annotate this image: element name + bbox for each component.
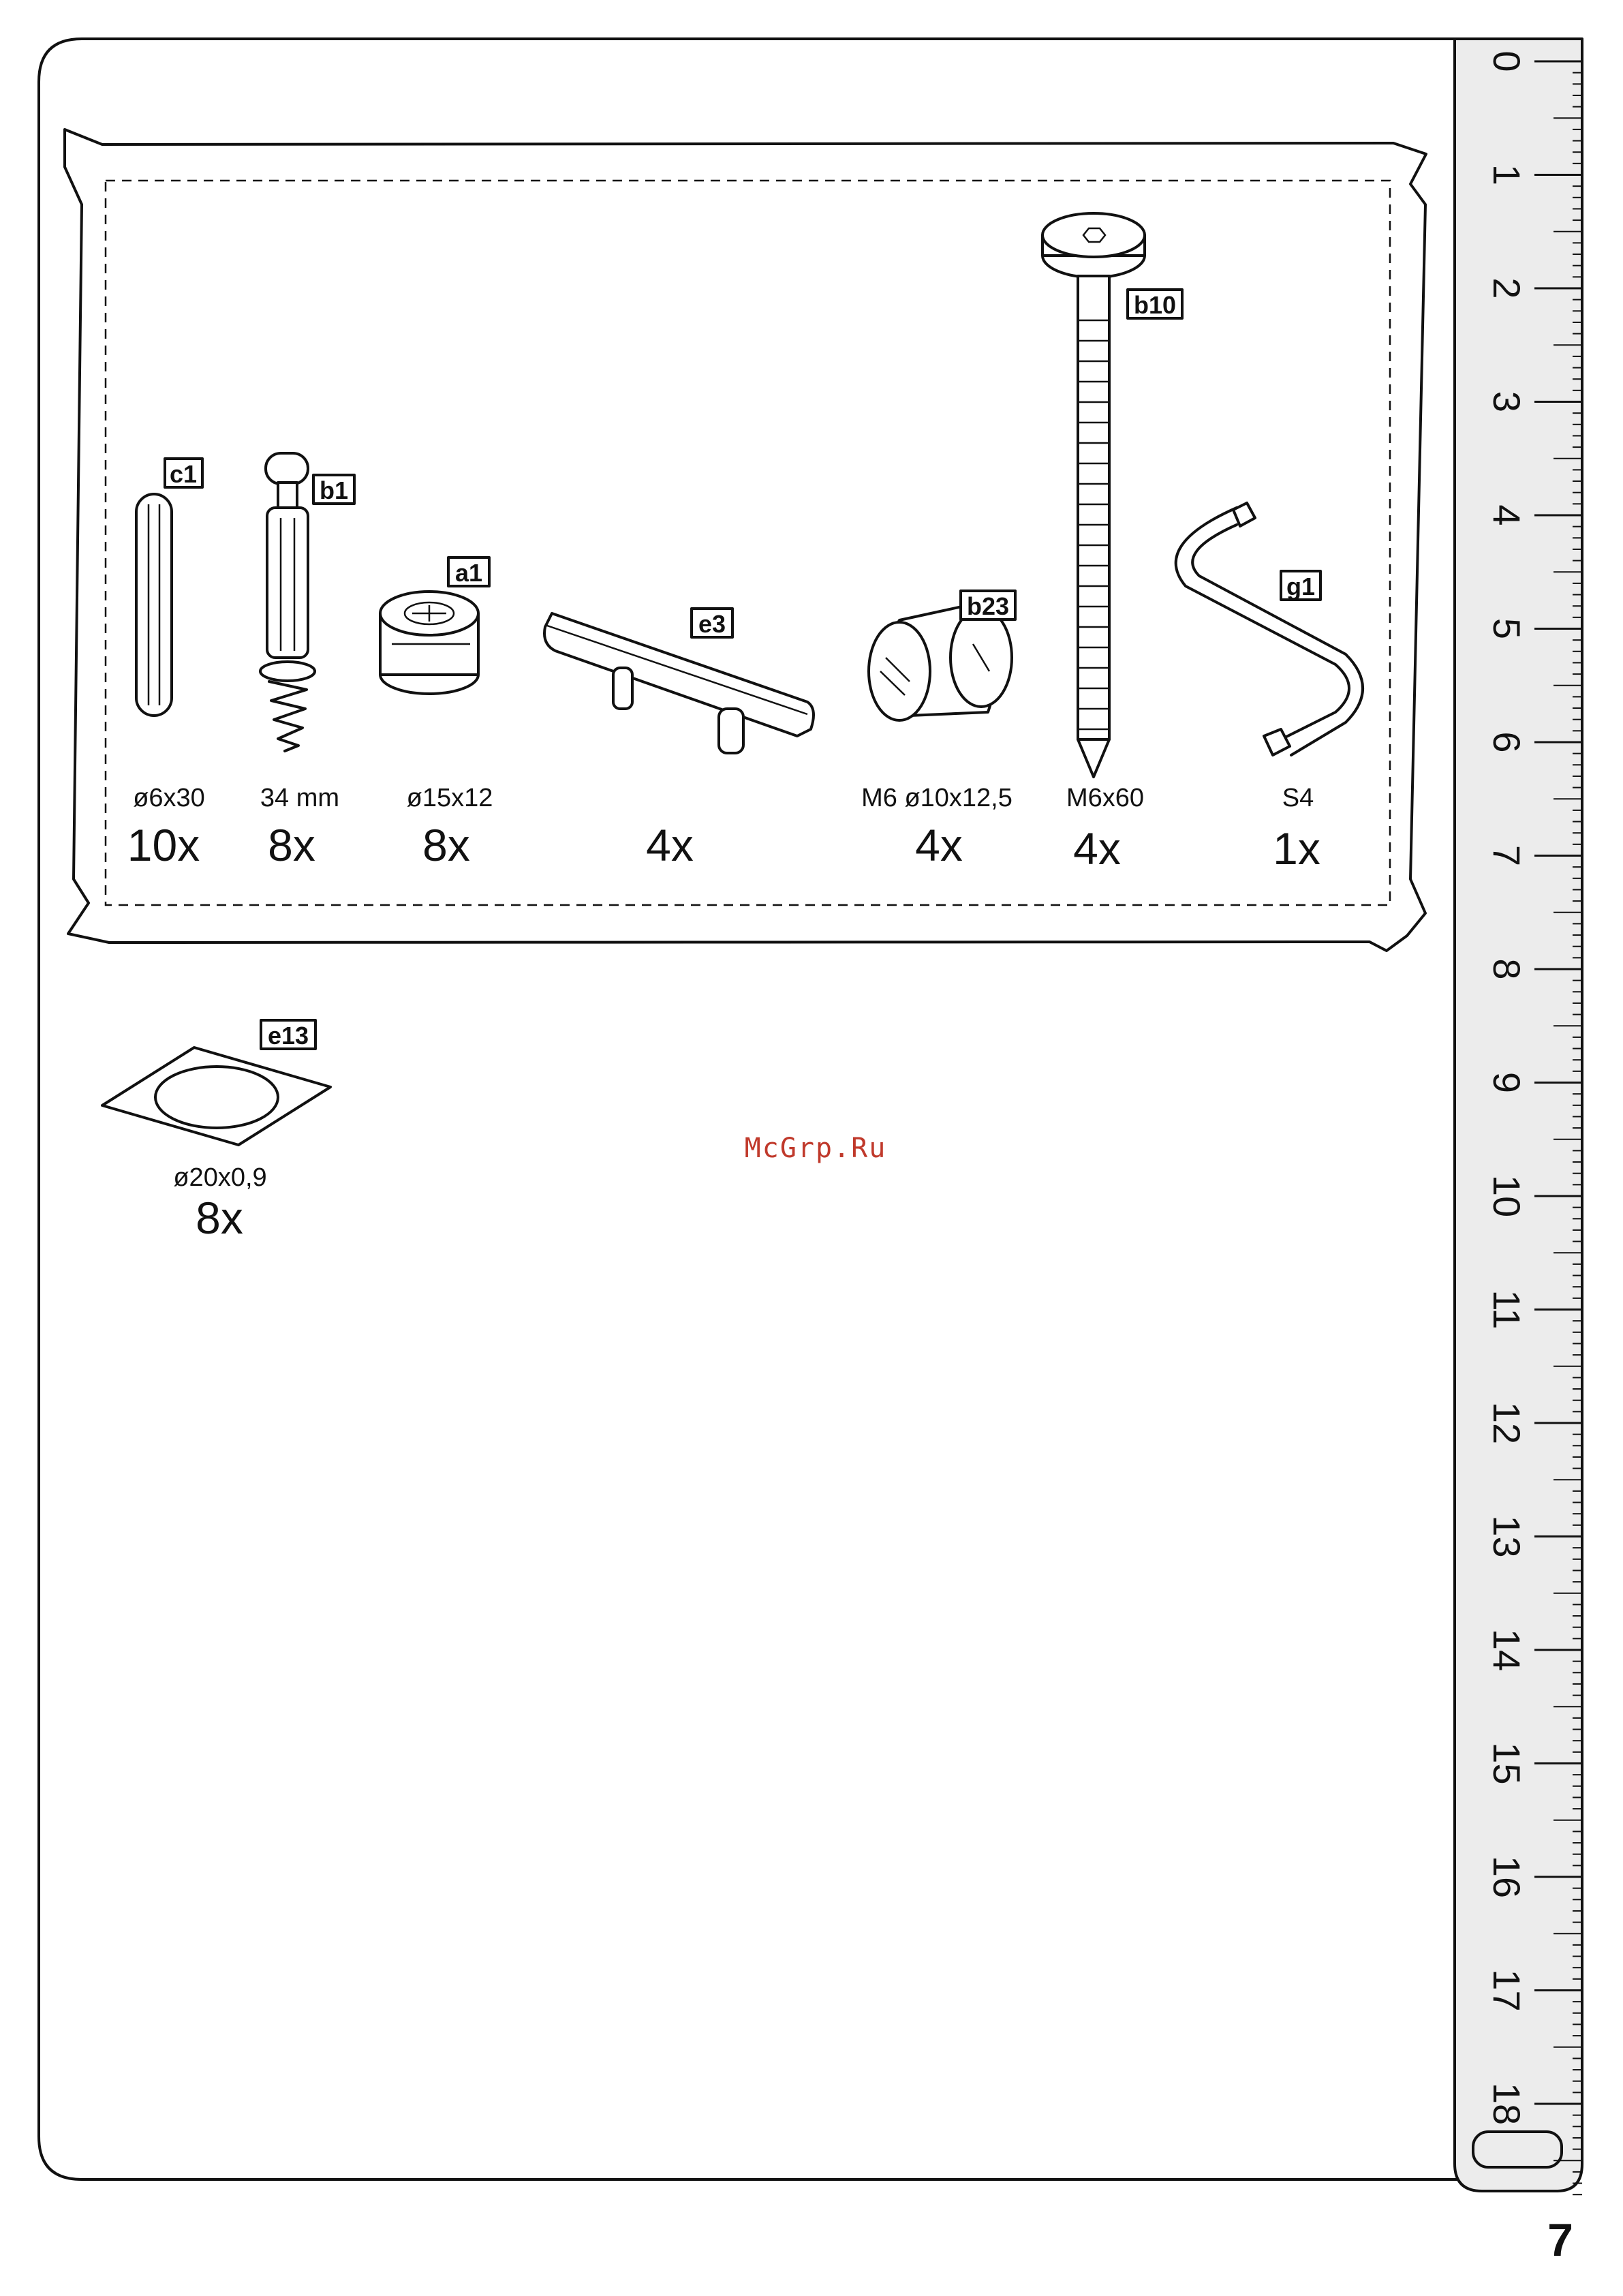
cam-lock-icon (380, 592, 478, 694)
ruler-number: 7 (1485, 844, 1528, 867)
ruler-number: 13 (1485, 1515, 1528, 1558)
part-tag-c1: c1 (169, 460, 198, 488)
qty-e3: 4x (646, 820, 694, 870)
qty-a1: 8x (422, 820, 470, 870)
spec-c1: ø6x30 (133, 784, 205, 812)
ruler-number: 15 (1485, 1742, 1528, 1785)
watermark: McGrp.Ru (744, 1133, 887, 1164)
ruler (1455, 39, 1582, 2194)
qty-c1: 10x (127, 820, 200, 870)
ruler-number: 1 (1485, 164, 1528, 186)
part-tag-b10: b10 (1133, 291, 1177, 319)
spec-b10: M6x60 (1066, 784, 1145, 812)
part-tag-e3: e3 (698, 610, 726, 638)
spec-b23: M6 ø10x12,5 (861, 784, 1013, 812)
part-tag-b23: b23 (966, 592, 1010, 620)
ruler-number: 4 (1485, 504, 1528, 526)
ruler-number: 12 (1485, 1401, 1528, 1445)
dowel-icon (136, 494, 172, 716)
qty-g1: 1x (1273, 823, 1320, 874)
part-tag-a1: a1 (454, 559, 483, 587)
ruler-number: 17 (1485, 1969, 1528, 2012)
part-tag-e13: e13 (267, 1022, 309, 1050)
ruler-number: 3 (1485, 391, 1528, 413)
ruler-number: 9 (1485, 1071, 1528, 1094)
ruler-number: 16 (1485, 1855, 1528, 1899)
ruler-number: 14 (1485, 1628, 1528, 1672)
ruler-number: 10 (1485, 1174, 1528, 1218)
ruler-number: 8 (1485, 958, 1528, 980)
ruler-number: 2 (1485, 277, 1528, 299)
part-tag-g1: g1 (1286, 572, 1316, 600)
felt-pad-icon (102, 1047, 330, 1145)
ruler-number: 11 (1485, 1289, 1528, 1330)
part-tag-b1: b1 (319, 476, 349, 504)
qty-b10: 4x (1073, 823, 1121, 874)
spec-b1: 34 mm (260, 784, 340, 812)
ruler-number: 5 (1485, 617, 1528, 640)
spec-a1: ø15x12 (406, 784, 493, 812)
page-number: 7 (1547, 2214, 1573, 2266)
ruler-number: 18 (1485, 2082, 1528, 2126)
ruler-number: 0 (1485, 50, 1528, 72)
spec-g1: S4 (1282, 784, 1314, 812)
ruler-number: 6 (1485, 731, 1528, 753)
qty-b1: 8x (268, 820, 315, 870)
qty-b23: 4x (915, 820, 963, 870)
qty-e13: 8x (196, 1193, 243, 1243)
spec-e13: ø20x0,9 (173, 1163, 267, 1192)
